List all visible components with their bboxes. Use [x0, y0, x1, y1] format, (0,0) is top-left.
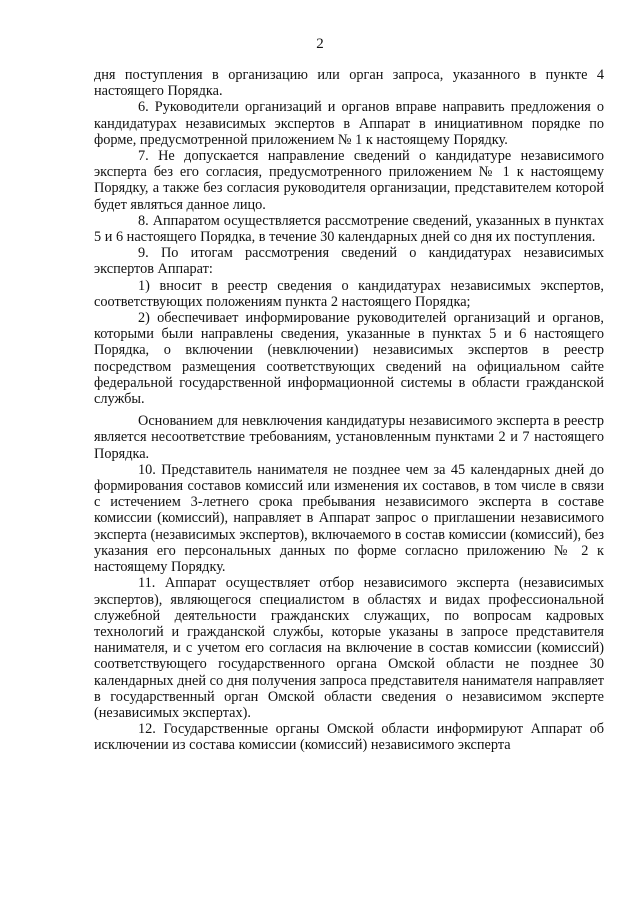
paragraph-item-10: 10. Представитель нанимателя не позднее чем за 45 календарных дней до формирования составов комиссий или изменения их составов, в том числе в связи с истечением 3-летнего срока пребывания независимого эксперта в составе комиссии (комиссий), направляет в Аппарат запрос о приглашении независимого эксперта (независимых экспертов), включаемого в состав комиссии (комиссий), без указания его персональных данных по форме согласно приложению № 2 к настоящему Порядку.: [94, 461, 604, 576]
paragraph-subitem-1: 1) вносит в реестр сведения о кандидатурах независимых экспертов, соответствующих положениям пункта 2 настоящего Порядка;: [94, 277, 604, 310]
document-body: [94, 67, 604, 754]
paragraph-grounds: Основанием для невключения кандидатуры независимого эксперта в реестр является несоответствие требованиям, установленным пунктами 2 и 7 настоящего Порядка.: [94, 413, 604, 462]
paragraph-item-8: 8. Аппаратом осуществляется рассмотрение сведений, указанных в пунктах 5 и 6 настоящего Порядка, в течение 30 календарных дней со дня их поступления.: [94, 212, 604, 246]
paragraph-item-11: 11. Аппарат осуществляет отбор независимого эксперта (независимых экспертов), являющегося специалистом в областях и видах профессиональной служебной деятельности гражданских служащих, по вопросам кадровых технологий и гражданской службы, которые указаны в запросе представителя нанимателя, и с учетом его согласия на включение в состав комиссии (комиссий) соответствующего государственного органа Омской области не позднее 30 календарных дней со дня получения запроса представителя нанимателя направляет в государственный орган Омской области сведения о независимом эксперте (независимых экспертах).: [94, 575, 604, 721]
paragraph-item-12: 12. Государственные органы Омской области информируют Аппарат об исключении из состава комиссии (комиссий) независимого эксперта: [94, 721, 604, 754]
paragraph-item-9: 9. По итогам рассмотрения сведений о кандидатурах независимых экспертов Аппарат:: [94, 245, 604, 278]
paragraph-item-7: 7. Не допускается направление сведений о кандидатуре независимого эксперта без его согласия, предусмотренного приложением № 1 к настоящему Порядку, а также без согласия руководителя организации, представителем которой будет являться данное лицо.: [94, 148, 604, 213]
paragraph-subitem-2: 2) обеспечивает информирование руководителей организаций и органов, которыми были направлены сведения, указанные в пунктах 5 и 6 настоящего Порядка, о включении (невключении) независимых экспертов в реестр посредством размещения соответствующих сведений на официальном сайте федеральной государственной информационной системы в области гражданской службы.: [94, 310, 604, 408]
paragraph-continuation: дня поступления в организацию или орган запроса, указанного в пункте 4 настоящего Порядка.: [94, 67, 604, 100]
page-number: 2: [316, 36, 324, 52]
paragraph-item-6: 6. Руководители организаций и органов вправе направить предложения о кандидатурах независимых экспертов в Аппарат в инициативном порядке по форме, предусмотренной приложением № 1 к настоящему Порядку.: [94, 99, 604, 148]
